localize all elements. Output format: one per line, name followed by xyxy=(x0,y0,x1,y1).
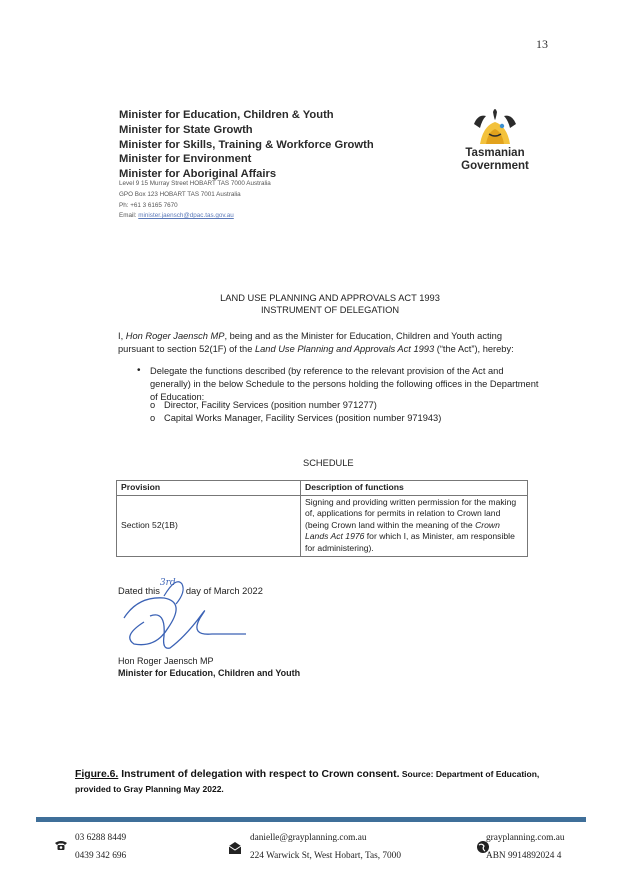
table-row xyxy=(117,495,528,556)
intro-paragraph xyxy=(118,330,538,357)
footer-mobile: 0439 342 696 xyxy=(75,851,127,861)
office-text: Director, Facility Services (position number 971277) xyxy=(164,400,377,410)
email-line xyxy=(119,211,271,222)
minister-titles xyxy=(119,108,374,182)
mail-icon xyxy=(228,841,242,855)
handwritten-signature xyxy=(116,566,256,666)
intro-text: (“the Act”), hereby: xyxy=(434,344,514,355)
description-text: for which I, as Minister, am responsible for administering). xyxy=(305,531,515,553)
footer-abn: ABN 9914892024 4 xyxy=(486,851,562,861)
signer-title: Minister for Education, Children and Youth xyxy=(118,668,301,678)
government-wordmark-line: Government xyxy=(461,159,529,172)
header-description: Description of functions xyxy=(301,481,528,496)
email-label: Email: xyxy=(119,212,139,220)
figure-caption xyxy=(75,767,555,797)
dated-pre: Dated this xyxy=(118,586,160,596)
act-title: LAND USE PLANNING AND APPROVALS ACT 1993 xyxy=(220,293,440,303)
provision-cell: Section 52(1B) xyxy=(117,495,301,556)
figure-source: Source: Department of Education, provided to Gray Planning May 2022. xyxy=(75,769,540,794)
page-number: 13 xyxy=(536,37,548,51)
bullet-marker: • xyxy=(137,365,141,376)
intro-text: I, xyxy=(118,331,126,341)
phone-icon xyxy=(54,838,68,852)
sub-bullet-marker: o xyxy=(150,400,156,410)
figure-text: Instrument of delegation with respect to Crown consent. xyxy=(118,769,400,780)
minister-email-link[interactable]: minister.jaensch@dpac.tas.gov.au xyxy=(138,212,234,220)
description-act: Crown Lands Act 1976 xyxy=(305,519,500,542)
intro-text: , being and as the Minister for Education, Children and Youth acting pursuant to section 52(1F) of the xyxy=(118,331,502,355)
footer-address: 224 Warwick St, West Hobart, Tas, 7000 xyxy=(250,851,401,861)
schedule-table xyxy=(116,480,528,557)
sub-bullet-marker: o xyxy=(150,413,156,423)
act-name: Land Use Planning and Approvals Act 1993 xyxy=(254,344,435,355)
footer-phone: 03 6288 8449 xyxy=(75,833,127,843)
footer-email[interactable]: danielle@grayplanning.com.au xyxy=(250,833,367,843)
dated-day: 3rd xyxy=(159,578,176,588)
description-text: Signing and providing written permission for the making of, applications for permits in relation to Crown land (being Crown land within the meaning of the xyxy=(305,496,517,530)
office-item xyxy=(150,413,441,423)
instrument-heading xyxy=(160,293,500,316)
dated-post: day of March 2022 xyxy=(185,586,263,596)
delegation-bullet: Delegate the functions described (by reference to the relevant provision of the Act and generally) in the below Schedule to the persons holding the following offices in the Department of Education: xyxy=(150,366,539,403)
office-item xyxy=(150,400,377,410)
government-wordmark-line: Tasmanian xyxy=(465,147,525,159)
office-text: Capital Works Manager, Facility Services (position number 971943) xyxy=(164,413,442,423)
address-line: GPO Box 123 HOBART TAS 7001 Australia xyxy=(119,190,241,198)
minister-name: Hon Roger Jaensch MP xyxy=(125,331,225,341)
instrument-subtitle: INSTRUMENT OF DELEGATION xyxy=(260,304,400,315)
table-header-row xyxy=(117,481,528,496)
signer-name: Hon Roger Jaensch MP xyxy=(118,656,214,666)
government-wordmark xyxy=(454,147,536,172)
schedule-title: SCHEDULE xyxy=(303,458,354,468)
minister-title-line: Minister for Skills, Training & Workforce Growth xyxy=(119,138,374,151)
header-provision: Provision xyxy=(117,481,301,496)
address-line: Ph: +61 3 6165 7670 xyxy=(119,201,178,209)
minister-title-line: Minister for State Growth xyxy=(119,123,253,136)
minister-title-line: Minister for Education, Children & Youth xyxy=(119,109,334,121)
office-address xyxy=(119,179,271,222)
minister-title-line: Minister for Environment xyxy=(119,153,252,166)
description-cell xyxy=(301,495,528,556)
figure-label: Figure.6. xyxy=(75,769,119,780)
footer-website[interactable]: grayplanning.com.au xyxy=(486,833,565,843)
footer-bar xyxy=(36,817,586,822)
address-line: Level 9 15 Murray Street HOBART TAS 7000 Australia xyxy=(119,180,271,187)
minister-title-line: Minister for Aboriginal Affairs xyxy=(119,168,277,181)
